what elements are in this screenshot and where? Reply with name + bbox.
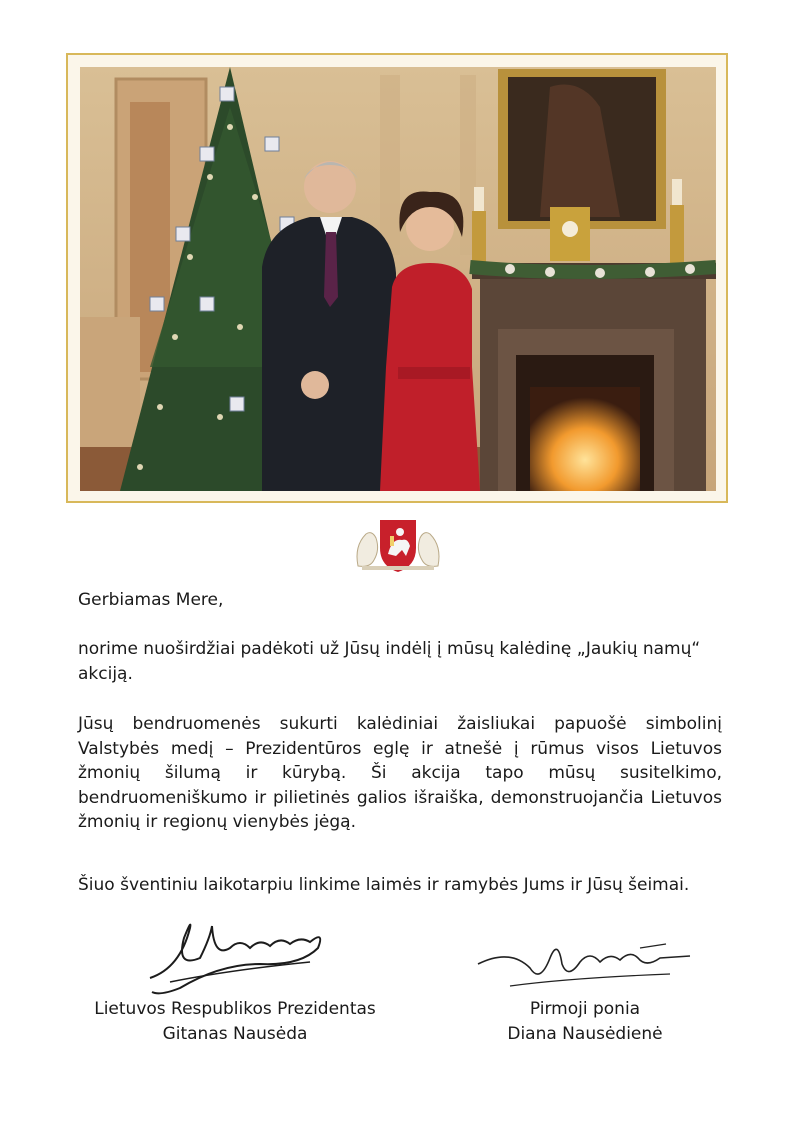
- president-signature: [140, 908, 340, 998]
- signatory-president: [80, 997, 390, 1047]
- photo-frame: [66, 53, 728, 503]
- griffin-icon: [357, 533, 378, 567]
- coat-of-arms: [352, 516, 444, 574]
- christmas-photo: [80, 67, 716, 491]
- signatory-first-lady-name: Diana Nausėdienė: [507, 1024, 663, 1044]
- first-lady-signature: [470, 928, 710, 998]
- vytis-shield-icon: [380, 520, 416, 572]
- paragraph-2: [78, 712, 722, 835]
- unicorn-icon: [418, 533, 439, 567]
- signatory-president-title: Lietuvos Respublikos Prezidentas: [94, 999, 376, 1019]
- paragraph-2-text: Jūsų bendruomenės sukurti kalėdiniai žaisliukai papuošė simbolinį Valstybės medį – Prezidentūros eglę ir atnešė į rūmus visos Lietuvos žmonių šilumą ir kūrybą. Ši akcija tapo mūsų susitelkimo, bendruomeniškumo ir pilietinės galios išraiška, demonstruojančia Lietuvos žmonių ir regionų vienybės jėgą.: [78, 714, 722, 832]
- paragraph-1: [78, 637, 722, 686]
- signatory-first-lady-title: Pirmoji ponia: [529, 999, 641, 1019]
- photo-illustration: [80, 67, 716, 491]
- paragraph-3-text: Šiuo šventiniu laikotarpiu linkime laimės ir ramybės Jums ir Jūsų šeimai.: [78, 875, 690, 895]
- paragraph-3: [78, 873, 722, 898]
- greeting: Gerbiamas Mere,: [78, 590, 224, 610]
- paragraph-1-text: norime nuoširdžiai padėkoti už Jūsų indėlį į mūsų kalėdinę „Jaukių namų“ akciją.: [78, 639, 701, 684]
- signatory-president-name: Gitanas Nausėda: [162, 1024, 308, 1044]
- signatory-first-lady: [480, 997, 690, 1047]
